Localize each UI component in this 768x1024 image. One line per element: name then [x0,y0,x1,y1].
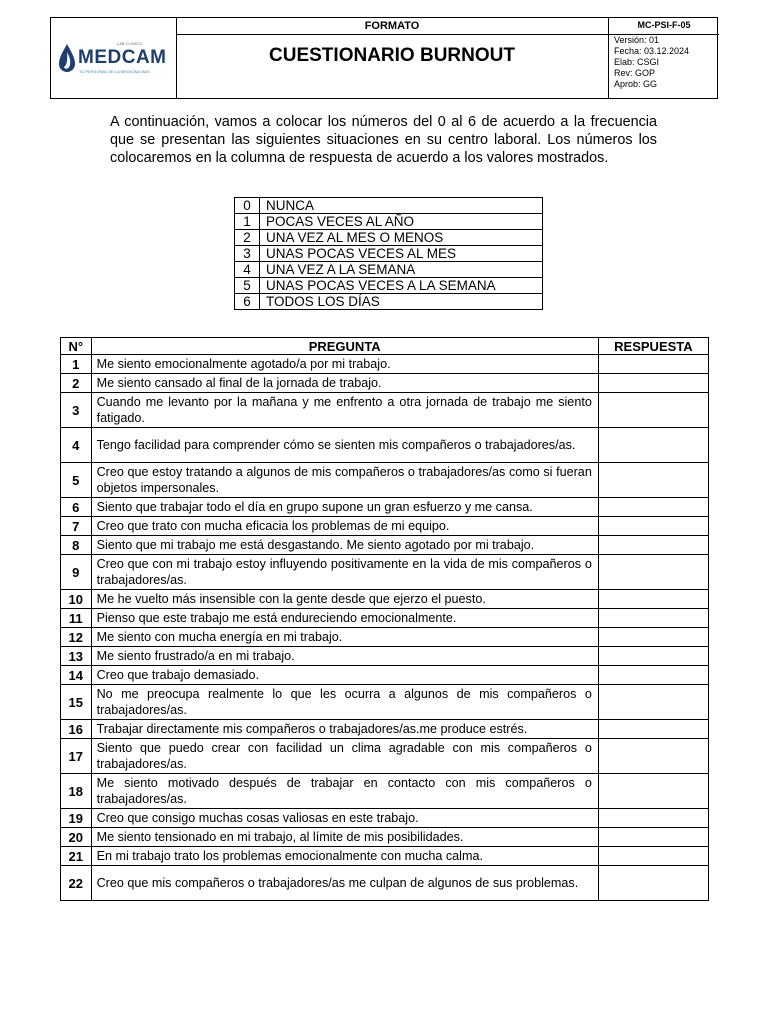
question-number: 2 [61,374,92,393]
medcam-logo [59,42,169,76]
header-number: N° [61,338,92,355]
question-number: 10 [61,590,92,609]
scale-row [235,230,543,246]
question-text: Creo que trato con mucha eficacia los problemas de mi equipo. [91,517,598,536]
question-row [61,866,709,901]
question-number: 20 [61,828,92,847]
question-text: Pienso que este trabajo me está endureciendo emocionalmente. [91,609,598,628]
frequency-scale-table [234,197,543,310]
answer-cell[interactable] [598,536,708,555]
question-row [61,428,709,463]
scale-label: NUNCA [260,198,543,214]
question-text: Siento que mi trabajo me está desgastando. Me siento agotado por mi trabajo. [91,536,598,555]
answer-cell[interactable] [598,498,708,517]
answer-cell[interactable] [598,847,708,866]
meta-version: Versión: 01 [614,35,660,45]
question-text: Tengo facilidad para comprender cómo se sienten mis compañeros o trabajadores/as. [91,428,598,463]
question-number: 3 [61,393,92,428]
question-row [61,536,709,555]
scale-row [235,214,543,230]
document-title: CUESTIONARIO BURNOUT [176,35,609,98]
question-number: 13 [61,647,92,666]
question-text: Siento que puedo crear con facilidad un clima agradable con mis compañeros o trabajadores/as. [91,739,598,774]
document-meta [614,35,718,90]
question-text: Creo que mis compañeros o trabajadores/as me culpan de algunos de sus problemas. [91,866,598,901]
answer-cell[interactable] [598,666,708,685]
question-row [61,590,709,609]
question-number: 11 [61,609,92,628]
scale-value: 5 [235,278,260,294]
answer-cell[interactable] [598,809,708,828]
logo-wordmark: MEDCAM [78,47,167,68]
question-number: 7 [61,517,92,536]
answer-cell[interactable] [598,393,708,428]
answer-cell[interactable] [598,590,708,609]
question-number: 6 [61,498,92,517]
scale-row [235,262,543,278]
question-number: 8 [61,536,92,555]
document-header [50,17,718,99]
answer-cell[interactable] [598,647,708,666]
question-row [61,847,709,866]
question-text: Trabajar directamente mis compañeros o trabajadores/as.me produce estrés. [91,720,598,739]
document-code: MC-PSI-F-05 [609,18,719,35]
logo-tagline: TU PERSONAL DE LA MEDICINA MAS [79,69,150,74]
scale-row [235,278,543,294]
question-text: En mi trabajo trato los problemas emocionalmente con mucha calma. [91,847,598,866]
answer-cell[interactable] [598,517,708,536]
logo-top-text: LAB CLINICO [117,41,142,46]
question-number: 17 [61,739,92,774]
question-row [61,666,709,685]
question-text: No me preocupa realmente lo que les ocurra a algunos de mis compañeros o trabajadores/as. [91,685,598,720]
meta-aprob: Aprob: GG [614,79,658,89]
question-row [61,609,709,628]
question-row [61,517,709,536]
answer-cell[interactable] [598,866,708,901]
answer-cell[interactable] [598,685,708,720]
logo-cell [51,18,177,98]
question-number: 9 [61,555,92,590]
answer-cell[interactable] [598,720,708,739]
answer-cell[interactable] [598,628,708,647]
question-number: 15 [61,685,92,720]
answer-cell[interactable] [598,774,708,809]
question-row [61,809,709,828]
answer-cell[interactable] [598,374,708,393]
question-number: 21 [61,847,92,866]
questions-table [60,337,709,901]
scale-label: UNAS POCAS VECES A LA SEMANA [260,278,543,294]
scale-label: UNAS POCAS VECES AL MES [260,246,543,262]
scale-label: POCAS VECES AL AÑO [260,214,543,230]
question-row [61,393,709,428]
question-number: 18 [61,774,92,809]
question-text: Me siento cansado al final de la jornada de trabajo. [91,374,598,393]
meta-date: Fecha: 03.12.2024 [614,46,690,56]
question-text: Me siento motivado después de trabajar en contacto con mis compañeros o trabajadores/as. [91,774,598,809]
question-text: Me siento con mucha energía en mi trabajo. [91,628,598,647]
answer-cell[interactable] [598,428,708,463]
scale-value: 1 [235,214,260,230]
question-row [61,739,709,774]
question-number: 1 [61,355,92,374]
question-row [61,628,709,647]
meta-rev: Rev: GOP [614,68,656,78]
question-row [61,774,709,809]
question-row [61,463,709,498]
scale-value: 2 [235,230,260,246]
question-row [61,555,709,590]
question-text: Siento que trabajar todo el día en grupo supone un gran esfuerzo y me cansa. [91,498,598,517]
question-text: Creo que estoy tratando a algunos de mis compañeros o trabajadores/as como si fueran objetos impersonales. [91,463,598,498]
question-text: Me siento tensionado en mi trabajo, al límite de mis posibilidades. [91,828,598,847]
question-row [61,498,709,517]
question-row [61,720,709,739]
scale-value: 4 [235,262,260,278]
scale-row [235,198,543,214]
question-text: Me he vuelto más insensible con la gente desde que ejerzo el puesto. [91,590,598,609]
question-row [61,828,709,847]
scale-label: TODOS LOS DÍAS [260,294,543,310]
format-label: FORMATO [176,18,609,35]
question-number: 16 [61,720,92,739]
question-number: 14 [61,666,92,685]
question-row [61,355,709,374]
scale-value: 6 [235,294,260,310]
question-text: Me siento emocionalmente agotado/a por mi trabajo. [91,355,598,374]
question-text: Creo que trabajo demasiado. [91,666,598,685]
questions-header-row [61,338,709,355]
answer-cell[interactable] [598,609,708,628]
question-number: 12 [61,628,92,647]
intro-paragraph: A continuación, vamos a colocar los números del 0 al 6 de acuerdo a la frecuencia que se presentan las siguientes situaciones en su centro laboral. Los números los colocaremos en la columna de respuesta de acuerdo a los valores mostrados. [110,114,657,166]
answer-cell[interactable] [598,555,708,590]
header-answer: RESPUESTA [598,338,708,355]
question-text: Creo que consigo muchas cosas valiosas en este trabajo. [91,809,598,828]
question-number: 4 [61,428,92,463]
scale-value: 3 [235,246,260,262]
question-row [61,374,709,393]
meta-elab: Elab: CSGI [614,57,660,67]
question-row [61,685,709,720]
scale-label: UNA VEZ AL MES O MENOS [260,230,543,246]
question-row [61,647,709,666]
question-number: 5 [61,463,92,498]
answer-cell[interactable] [598,355,708,374]
scale-label: UNA VEZ A LA SEMANA [260,262,543,278]
scale-row [235,294,543,310]
question-text: Creo que con mi trabajo estoy influyendo positivamente en la vida de mis compañeros o trabajadores/as. [91,555,598,590]
header-question: PREGUNTA [91,338,598,355]
logo-drop-icon [59,44,75,74]
scale-value: 0 [235,198,260,214]
question-number: 19 [61,809,92,828]
answer-cell[interactable] [598,463,708,498]
answer-cell[interactable] [598,828,708,847]
question-number: 22 [61,866,92,901]
scale-row [235,246,543,262]
question-text: Cuando me levanto por la mañana y me enfrento a otra jornada de trabajo me siento fatigado. [91,393,598,428]
question-text: Me siento frustrado/a en mi trabajo. [91,647,598,666]
answer-cell[interactable] [598,739,708,774]
